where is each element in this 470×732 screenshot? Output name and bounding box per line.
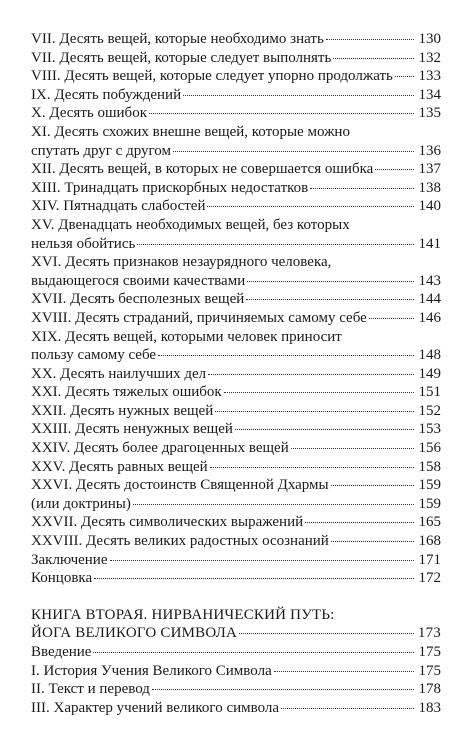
- dot-leader: [158, 355, 414, 356]
- page-number: 136: [418, 142, 441, 159]
- toc-entry: [31, 67, 441, 86]
- dot-leader: [152, 689, 414, 690]
- entry-title-line: нельзя обойтись: [31, 235, 136, 252]
- entry-title-line: XVI. Десять признаков незаурядного человека,: [31, 254, 332, 271]
- entry-last-line: [31, 569, 441, 588]
- entry-title-line: VII. Десять вещей, которые необходимо знать: [31, 31, 324, 47]
- toc-entry: [31, 569, 441, 588]
- entry-title-line: (или доктрины): [31, 495, 131, 512]
- entry-last-line: [31, 290, 441, 309]
- dot-leader: [333, 58, 414, 59]
- entry-title-line: VIII. Десять вещей, которые следует упорно продолжать: [31, 68, 393, 85]
- entry-title-line: XVII. Десять бесполезных вещей: [31, 291, 245, 308]
- entry-last-line: [31, 680, 441, 699]
- entry-title-line: XII. Десять вещей, в которых не совершается ошибка: [31, 161, 374, 178]
- entry-last-line: [31, 309, 441, 328]
- entry-last-line: [31, 179, 441, 198]
- page-number: 148: [418, 347, 441, 364]
- dot-leader: [210, 467, 414, 468]
- entry-title-line: XIII. Тринадцать прискорбных недостатков: [31, 179, 309, 196]
- dot-leader: [281, 708, 414, 709]
- page-number: 165: [418, 514, 441, 531]
- page-number: 137: [418, 161, 441, 178]
- toc-entry: [31, 439, 441, 458]
- page-number: 175: [418, 662, 441, 679]
- dot-leader: [235, 429, 414, 430]
- page-number: 152: [418, 402, 441, 419]
- entry-last-line: [31, 458, 441, 477]
- page-number: 143: [418, 272, 441, 289]
- entry-last-line: [31, 160, 441, 179]
- entry-last-line: [31, 365, 441, 384]
- page-number: 168: [418, 533, 441, 550]
- page-number: 183: [418, 699, 441, 716]
- book-two-heading: [31, 606, 441, 643]
- dot-leader: [207, 206, 414, 207]
- entry-last-line: [31, 476, 441, 495]
- entry-title-line: Концовка: [31, 570, 93, 587]
- entry-last-line: [31, 662, 441, 681]
- dot-leader: [110, 560, 415, 561]
- toc-entry: [31, 643, 441, 662]
- entry-title-line: XX. Десять наилучших дел: [31, 365, 207, 382]
- dot-leader: [331, 485, 414, 486]
- entry-title-line: КНИГА ВТОРАЯ. НИРВАНИЧЕСКИЙ ПУТЬ:: [31, 606, 335, 623]
- entry-title-line: X. Десять ошибок: [31, 105, 147, 122]
- page-number: 173: [417, 625, 441, 642]
- entry-title-line: IX. Десять побуждений: [31, 86, 182, 103]
- toc-entry: [31, 532, 441, 551]
- page-number: 130: [418, 31, 441, 47]
- toc-entry: [31, 458, 441, 477]
- entry-last-line: [31, 272, 441, 291]
- book-two-list: [31, 643, 441, 717]
- toc-entry: [31, 551, 441, 570]
- entry-last-line: [31, 383, 441, 402]
- page-number: 159: [418, 495, 441, 512]
- dot-leader: [331, 541, 414, 542]
- entry-last-line: [31, 420, 441, 439]
- entry-title-line: XV. Двенадцать необходимых вещей, без которых: [31, 216, 350, 233]
- entry-last-line: [31, 439, 441, 458]
- book-two-section: [31, 606, 441, 718]
- dot-leader: [183, 95, 414, 96]
- entry-title-line: Введение: [31, 644, 92, 660]
- page-number: 151: [418, 384, 441, 401]
- entry-title-line: XXII. Десять нужных вещей: [31, 402, 214, 419]
- toc-entry: [31, 30, 441, 49]
- toc-entry: [31, 680, 441, 699]
- entry-last-line: [31, 235, 441, 254]
- entry-last-line: [31, 643, 441, 662]
- toc-entry: [31, 253, 441, 290]
- toc-entry: [31, 513, 441, 532]
- entry-title-line: I. История Учения Великого Символа: [31, 662, 272, 679]
- toc-entry: [31, 420, 441, 439]
- dot-leader: [291, 448, 414, 449]
- dot-leader: [215, 411, 414, 412]
- entry-last-line: [31, 495, 441, 514]
- page-number: 133: [418, 68, 441, 85]
- entry-title-line: пользу самому себе: [31, 347, 157, 364]
- toc-entry: [31, 197, 441, 216]
- entry-title-line: XXI. Десять тяжелых ошибок: [31, 384, 222, 401]
- dot-leader: [137, 244, 414, 245]
- entry-title-line: спутать друг с другом: [31, 142, 172, 159]
- entry-last-line: [31, 142, 441, 161]
- toc-entry: [31, 123, 441, 160]
- entry-title-line: XXIV. Десять более драгоценных вещей: [31, 440, 289, 457]
- entry-title-line: XXVIII. Десять великих радостных осознаний: [31, 533, 329, 550]
- toc-entry: [31, 216, 441, 253]
- page-number: 159: [418, 477, 441, 494]
- entry-title-line: XXV. Десять равных вещей: [31, 458, 208, 475]
- page-number: 140: [418, 198, 441, 215]
- page-number: 178: [418, 681, 441, 698]
- entry-title-line: III. Характер учений великого символа: [31, 699, 280, 716]
- dot-leader: [93, 652, 414, 653]
- entry-last-line: [31, 551, 441, 570]
- entry-last-line: [31, 197, 441, 216]
- entry-title-line: XIV. Пятнадцать слабостей: [31, 198, 206, 215]
- dot-leader: [247, 281, 414, 282]
- toc-entry: [31, 160, 441, 179]
- toc-entry: [31, 328, 441, 365]
- toc-entry: [31, 699, 441, 718]
- entry-last-line: [31, 699, 441, 718]
- entry-last-line: [31, 624, 441, 643]
- toc-entry: [31, 402, 441, 421]
- page-number: 141: [418, 235, 441, 252]
- toc-list: [31, 30, 441, 588]
- entry-last-line: [31, 513, 441, 532]
- page-number: 156: [418, 440, 441, 457]
- toc-entry: [31, 290, 441, 309]
- dot-leader: [274, 671, 414, 672]
- page-number: 144: [418, 291, 441, 308]
- entry-last-line: [31, 49, 441, 68]
- page-number: 171: [418, 551, 441, 568]
- page-number: 135: [418, 105, 441, 122]
- toc-entry: [31, 383, 441, 402]
- page-number: 158: [418, 458, 441, 475]
- entry-last-line: [31, 30, 441, 49]
- dot-leader: [310, 188, 414, 189]
- toc-entry: [31, 104, 441, 123]
- dot-leader: [173, 151, 414, 152]
- page-number: 149: [418, 365, 441, 382]
- dot-leader: [133, 504, 414, 505]
- dot-leader: [208, 374, 414, 375]
- dot-leader: [239, 633, 414, 634]
- entry-last-line: [31, 67, 441, 86]
- dot-leader: [326, 39, 414, 40]
- entry-title-line: ЙОГА ВЕЛИКОГО СИМВОЛА: [31, 625, 238, 642]
- entry-title-line: XXVII. Десять символических выражений: [31, 514, 304, 531]
- page-number: 153: [418, 421, 441, 438]
- dot-leader: [305, 522, 414, 523]
- toc-entry: [31, 662, 441, 681]
- entry-title-line: XIX. Десять вещей, которыми человек приносит: [31, 328, 342, 345]
- toc-entry: [31, 476, 441, 495]
- dot-leader: [246, 299, 414, 300]
- entry-title-line: XXVI. Десять достоинств Священной Дхармы: [31, 477, 329, 494]
- toc-entry: [31, 365, 441, 384]
- page-number: 138: [418, 179, 441, 196]
- dot-leader: [375, 169, 414, 170]
- toc-entry: [31, 49, 441, 68]
- entry-title-line: XI. Десять схожих внешне вещей, которые можно: [31, 123, 350, 140]
- page-number: 172: [418, 570, 441, 587]
- page-number: 146: [418, 309, 441, 326]
- dot-leader: [395, 76, 414, 77]
- toc-entry: [31, 86, 441, 105]
- dot-leader: [224, 392, 414, 393]
- entry-last-line: [31, 532, 441, 551]
- entry-title-line: II. Текст и перевод: [31, 681, 150, 698]
- dot-leader: [369, 318, 414, 319]
- dot-leader: [149, 113, 414, 114]
- entry-last-line: [31, 402, 441, 421]
- page-number: 175: [418, 644, 441, 660]
- page-number: 134: [418, 86, 441, 103]
- dot-leader: [94, 578, 414, 579]
- entry-title-line: XVIII. Десять страданий, причиняемых самому себе: [31, 309, 367, 326]
- entry-last-line: [31, 104, 441, 123]
- entry-title-line: XXIII. Десять ненужных вещей: [31, 421, 233, 438]
- toc-entry: [31, 309, 441, 328]
- entry-last-line: [31, 346, 441, 365]
- toc-entry: [31, 495, 441, 514]
- entry-title-line: VII. Десять вещей, которые следует выполнять: [31, 49, 332, 66]
- toc-entry: [31, 179, 441, 198]
- entry-last-line: [31, 86, 441, 105]
- entry-title-line: выдающегося своими качествами: [31, 272, 246, 289]
- entry-title-line: Заключение: [31, 551, 108, 568]
- page-number: 132: [418, 49, 441, 66]
